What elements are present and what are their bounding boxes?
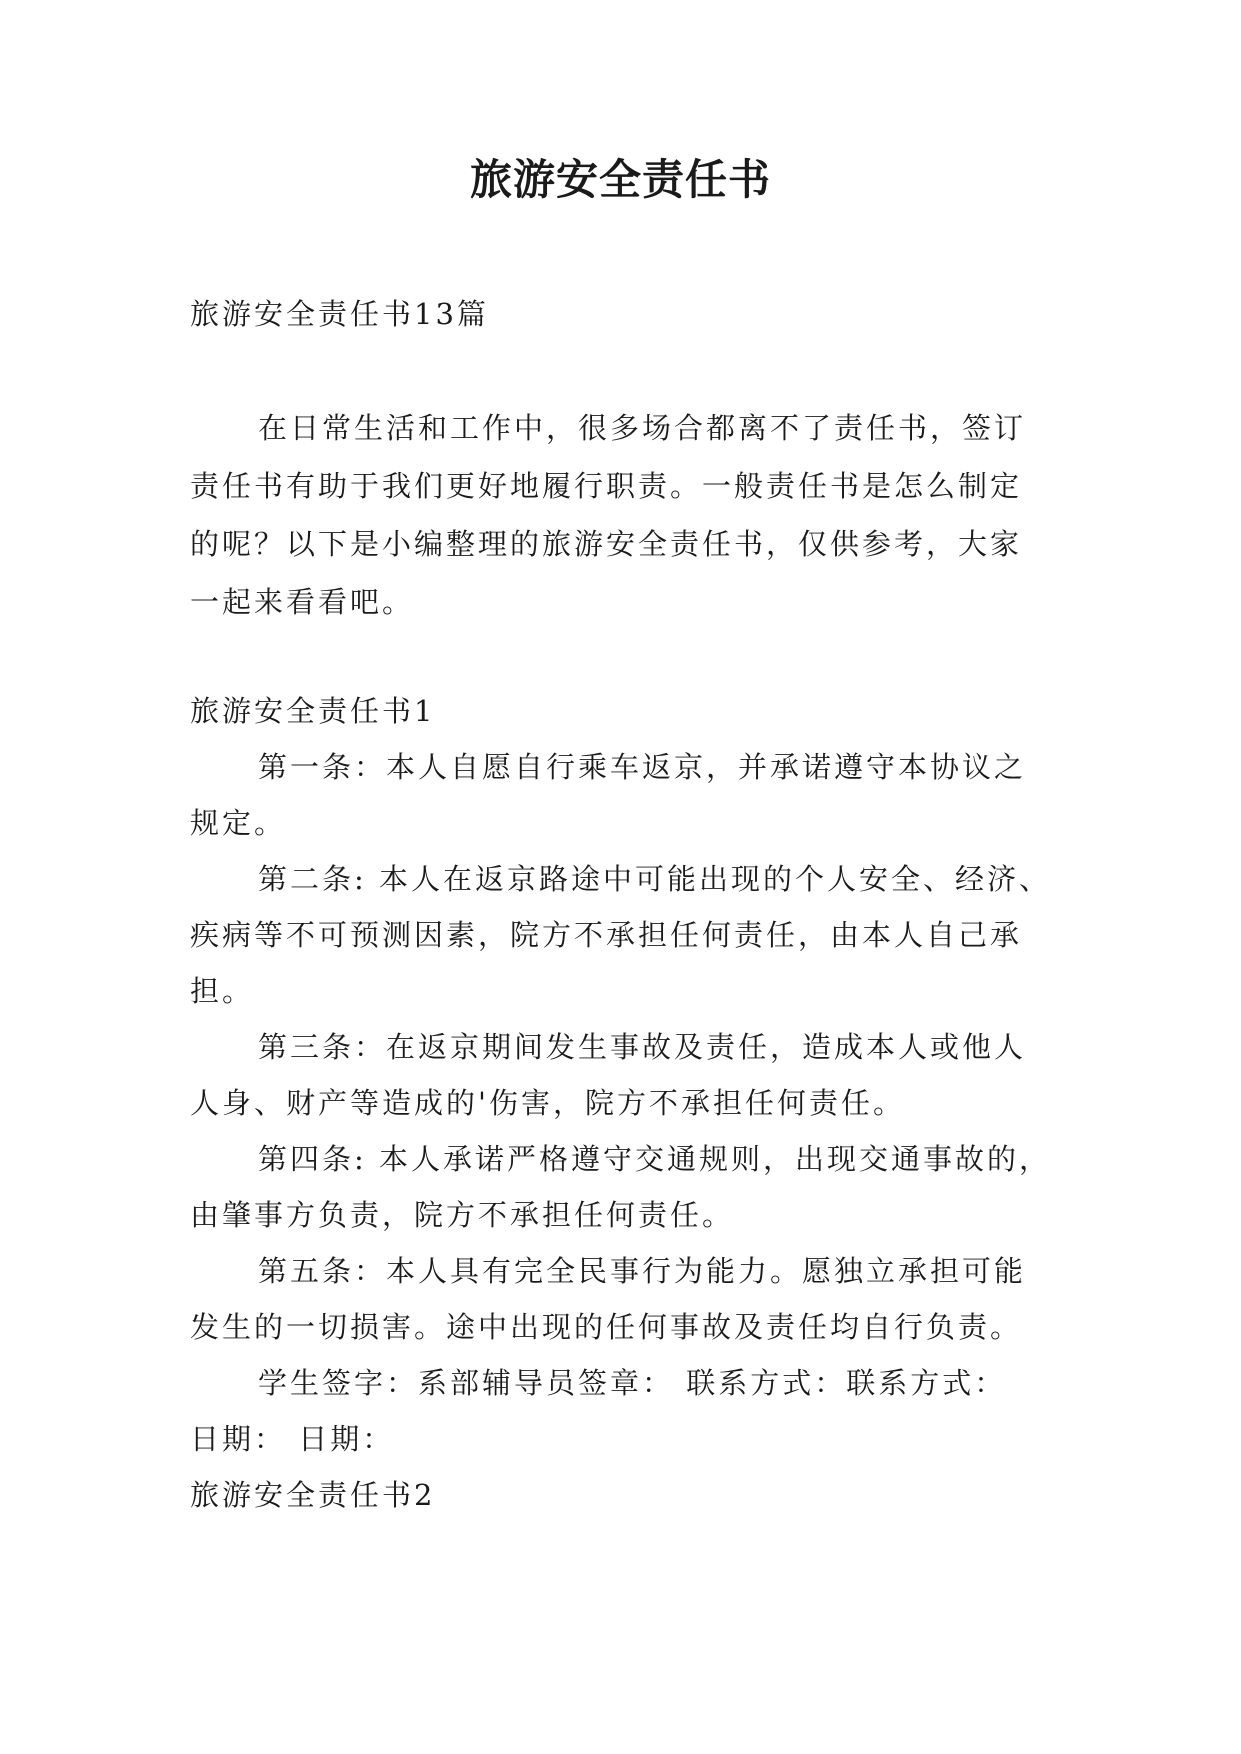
section-1: [190, 683, 1070, 1467]
article-2-line: 疾病等不可预测因素，院方不承担任何责任，由本人自己承: [190, 918, 1023, 952]
intro-line: 的呢？以下是小编整理的旅游安全责任书，仅供参考，大家: [190, 527, 1023, 561]
article-5-line: 第五条：本人具有完全民事行为能力。愿独立承担可能: [258, 1254, 1027, 1288]
article-3-line: 人身、财产等造成的'伤害，院方不承担任何责任。: [190, 1086, 905, 1120]
intro-line: 一起来看看吧。: [190, 585, 415, 619]
section-heading: 旅游安全责任书1: [190, 694, 436, 728]
article-3-line: 第三条：在返京期间发生事故及责任，造成本人或他人: [258, 1030, 1027, 1064]
article-2-line: 第二条: 本人在返京路途中可能出现的个人安全、经济、: [258, 862, 1051, 896]
section-2-heading: 旅游安全责任书2: [190, 1478, 436, 1512]
intro-line: 责任书有助于我们更好地履行职责。一般责任书是怎么制定: [190, 469, 1023, 503]
article-1-line: 第一条：本人自愿自行乘车返京，并承诺遵守本协议之: [258, 750, 1027, 784]
intro-paragraph: [190, 399, 1070, 631]
intro-line: 在日常生活和工作中，很多场合都离不了责任书，签订: [258, 411, 1027, 445]
article-2-line: 担。: [190, 974, 255, 1008]
article-1-line: 规定。: [190, 806, 287, 840]
article-5-line: 发生的一切损害。途中出现的任何事故及责任均自行负责。: [190, 1310, 1023, 1344]
document-subtitle: 旅游安全责任书13篇: [190, 297, 489, 331]
date-line: 日期： 日期：: [190, 1422, 395, 1456]
article-4-line: 第四条: 本人承诺严格遵守交通规则，出现交通事故的，: [258, 1142, 1051, 1176]
document-body: [190, 285, 1070, 1523]
article-4-line: 由肇事方负责，院方不承担任何责任。: [190, 1198, 735, 1232]
signature-line: 学生签字：系部辅导员签章： 联系方式：联系方式：: [258, 1366, 1007, 1400]
document-title: 旅游安全责任书: [469, 155, 771, 204]
